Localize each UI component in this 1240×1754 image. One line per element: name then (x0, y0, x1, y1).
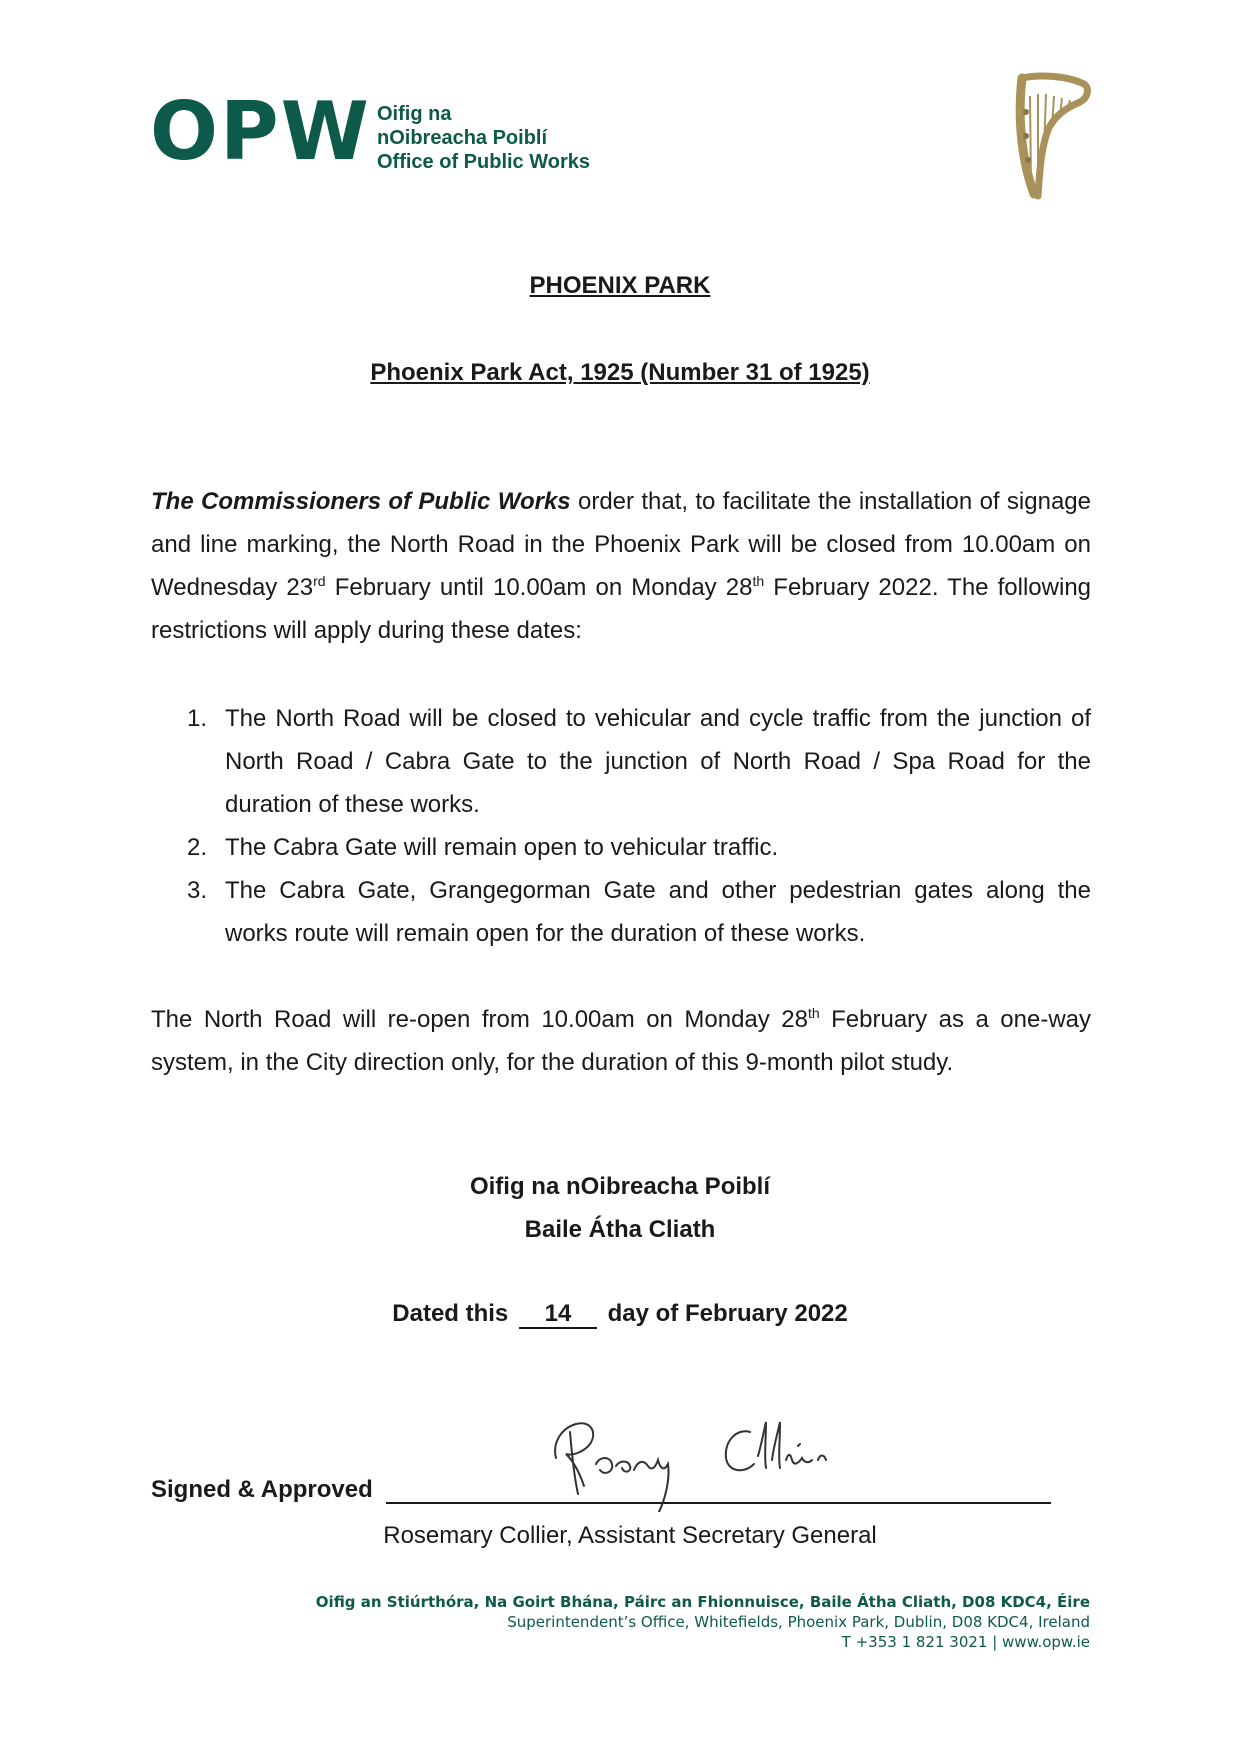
footer-address (316, 1592, 1090, 1652)
logo-line-1: Oifig na (377, 103, 452, 125)
issuing-office: Oifig na nOibreacha Poiblí (469, 1173, 771, 1200)
commissioners-lead: The Commissioners of Public Works (151, 488, 571, 515)
list-item-text: The Cabra Gate, Grangegorman Gate and other pedestrian gates along the works route will remain open for the duration of these works. (225, 877, 1091, 947)
footer-contact: T +353 1 821 3021 | www.opw.ie (841, 1633, 1090, 1651)
list-item (151, 826, 1091, 869)
signer-name-title: Rosemary Collier, Assistant Secretary General (383, 1522, 877, 1549)
intro-text-1: order that, to facilitate the installation of signage and line marking, the North Road in the Phoenix Park will be closed from 10.00am on Wednesday 23 (151, 488, 1091, 601)
logo-line-2: nOibreacha Poiblí (377, 127, 548, 149)
issuing-city: Baile Átha Cliath (524, 1216, 716, 1243)
footer-english-address: Superintendent’s Office, Whitefields, Phoenix Park, Dublin, D08 KDC4, Ireland (507, 1613, 1090, 1631)
list-item-number: 2. (187, 834, 208, 861)
signed-approved-label: Signed & Approved (151, 1476, 373, 1503)
intro-sup-1: rd (313, 573, 326, 589)
list-item-text: The North Road will be closed to vehicular and cycle traffic from the junction of North Road / Cabra Gate to the junction of North Road / Spa Road for the duration of these works. (225, 705, 1091, 818)
opw-logo-text (377, 102, 590, 174)
list-item-number: 1. (187, 705, 208, 732)
reopen-text-1: The North Road will re-open from 10.00am on Monday 28 (151, 1006, 808, 1033)
list-item-number: 3. (187, 877, 208, 904)
intro-paragraph (151, 480, 1091, 652)
dated-prefix: Dated this (392, 1300, 509, 1327)
footer-irish-address: Oifig an Stiúrthóra, Na Goirt Bhána, Páirc an Fhionnuisce, Baile Átha Cliath, D08 KDC4, Éire (315, 1593, 1090, 1611)
intro-sup-2: th (752, 573, 765, 589)
intro-text-2: February until 10.00am on Monday 28 (325, 574, 753, 601)
dated-day: 14 (519, 1301, 597, 1329)
handwritten-signature (540, 1402, 860, 1512)
list-item-text: The Cabra Gate will remain open to vehicular traffic. (225, 834, 779, 861)
act-reference: Phoenix Park Act, 1925 (Number 31 of 1925) (370, 359, 870, 386)
opw-logo: OPW (150, 85, 371, 178)
restrictions-list (151, 697, 1091, 955)
logo-line-3: Office of Public Works (377, 151, 590, 173)
dated-suffix: day of February 2022 (607, 1300, 848, 1327)
reopen-text-2: February as a one-way system, in the City direction only, for the duration of this 9-month pilot study. (151, 1006, 1091, 1076)
reopen-sup: th (807, 1005, 820, 1021)
page-title: PHOENIX PARK (529, 272, 711, 299)
harp-icon (1008, 72, 1092, 204)
dated-line (0, 1300, 1240, 1329)
list-item (151, 697, 1091, 826)
reopen-paragraph (151, 998, 1091, 1084)
list-item (151, 869, 1091, 955)
intro-text-3: February 2022. The following restrictions will apply during these dates: (151, 574, 1092, 644)
